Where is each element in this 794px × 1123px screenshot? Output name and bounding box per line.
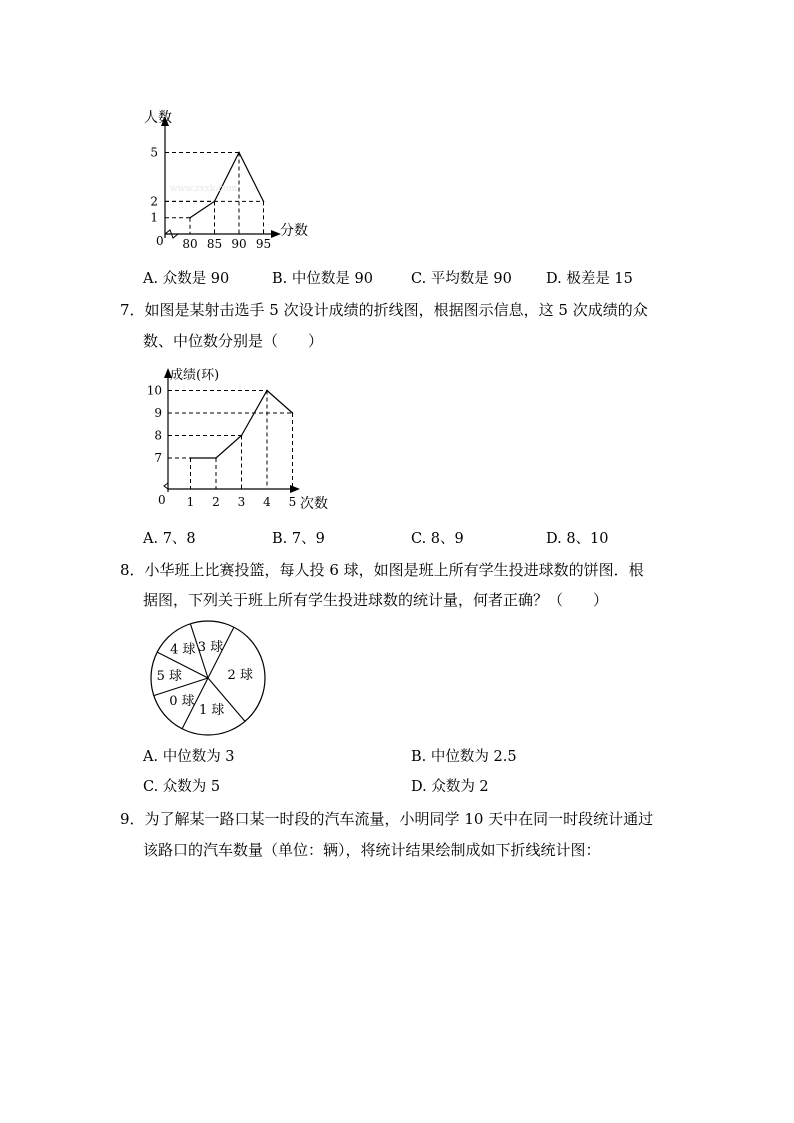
chart1-tick-labels	[150, 146, 271, 252]
pie-slice-label: 1 球	[198, 703, 225, 719]
chart1-point	[214, 201, 216, 203]
q9-text-line2: 该路口的汽车数量（单位：辆），将统计结果绘制成如下折线统计图：	[143, 841, 601, 859]
chart2-x-tick: 3	[237, 495, 246, 509]
option-text: 中位数是 90	[291, 271, 373, 287]
q7-option-c[interactable]	[411, 530, 464, 548]
chart2-point	[215, 457, 217, 459]
chart2-axis-break	[164, 483, 168, 489]
watermark: www.zxxk.com	[170, 184, 238, 194]
chart2-x-tick: 5	[288, 495, 297, 509]
chart1-x-tick: 85	[206, 237, 223, 251]
chart2-x-tick: 2	[212, 495, 220, 509]
chart2-point	[266, 390, 268, 392]
chart2-tick-labels	[147, 384, 297, 510]
q7-text-line1: 7．如图是某射击选手 5 次设计成绩的折线图，根据图示信息，这 5 次成绩的众	[120, 301, 648, 319]
chart1-origin: 0	[156, 234, 164, 248]
option-text: 8、9	[430, 531, 464, 547]
option-text: 众数为 2	[431, 779, 489, 795]
option-letter: B.	[411, 749, 427, 765]
option-text: 中位数为 2.5	[430, 749, 517, 765]
chart2-origin: 0	[158, 493, 166, 507]
option-letter: D.	[546, 271, 562, 287]
option-letter: D.	[411, 779, 427, 795]
chart2-guide-lines	[168, 391, 293, 490]
chart1-point	[263, 201, 265, 203]
option-letter: C.	[411, 531, 427, 547]
option-text: 7、8	[162, 531, 196, 547]
chart1-y-tick: 1	[150, 210, 158, 225]
q8-option-a[interactable]	[143, 748, 235, 766]
q7-option-a[interactable]	[143, 530, 196, 548]
q6-option-b[interactable]	[272, 270, 373, 288]
option-text: 中位数为 3	[162, 749, 235, 765]
shooting-line-chart	[140, 362, 340, 512]
q7-text-line2: 数、中位数分别是（ ）	[143, 332, 324, 350]
chart1-y-label: 人数	[144, 110, 172, 126]
option-text: 8、10	[566, 531, 609, 547]
pie-slice-label: 0 球	[169, 694, 195, 710]
pie-chart	[144, 620, 274, 750]
chart2-y-tick: 7	[154, 451, 162, 465]
option-letter: A.	[143, 271, 159, 287]
option-text: 众数为 5	[162, 779, 221, 795]
q7-option-b[interactable]	[272, 530, 325, 548]
chart2-y-label: 成绩(环)	[170, 368, 220, 383]
q8-option-b[interactable]	[411, 748, 517, 766]
chart2-x-tick: 1	[186, 495, 195, 509]
chart2-y-tick: 10	[146, 383, 162, 398]
q8-option-c[interactable]	[143, 778, 220, 796]
q8-option-d[interactable]	[411, 778, 489, 796]
chart1-x-tick: 90	[231, 237, 247, 251]
option-letter: B.	[272, 271, 288, 287]
pie-slice-label: 4 球	[170, 642, 196, 658]
q7-option-d[interactable]	[546, 530, 609, 548]
chart1-point	[189, 217, 191, 219]
chart1-x-label: 分数	[280, 223, 308, 239]
option-letter: A.	[143, 531, 159, 547]
option-letter: A.	[143, 749, 159, 765]
chart1-x-tick: 95	[255, 237, 272, 251]
option-text: 众数是 90	[162, 271, 230, 287]
chart2-series	[190, 390, 294, 459]
chart2-x-arrow	[290, 485, 300, 493]
q6-option-d[interactable]	[546, 270, 633, 288]
q6-option-a[interactable]	[143, 270, 229, 288]
chart2-x-label: 次数	[300, 496, 328, 512]
chart2-point	[241, 435, 243, 437]
chart2-series-line	[191, 391, 293, 459]
chart2-point	[292, 412, 294, 414]
option-letter: D.	[546, 531, 562, 547]
pie-slice-label: 5 球	[156, 668, 183, 684]
chart2-x-tick: 4	[263, 495, 271, 509]
q8-text-line2: 据图，下列关于班上所有学生投进球数的统计量，何者正确？（ ）	[143, 591, 609, 609]
option-letter: C.	[143, 779, 159, 795]
option-text: 7、9	[291, 531, 325, 547]
chart1-y-tick: 2	[150, 194, 158, 209]
chart1-y-tick: 5	[150, 145, 158, 160]
chart2-y-tick: 8	[154, 428, 162, 443]
q9-text-line1: 9．为了解某一路口某一时段的汽车流量，小明同学 10 天中在同一时段统计通过	[120, 810, 654, 828]
q8-text-line1: 8．小华班上比赛投篮，每人投 6 球，如图是班上所有学生投进球数的饼图．根	[120, 561, 644, 579]
chart1-x-tick: 80	[182, 237, 198, 251]
pie-slice-label: 2 球	[227, 668, 253, 684]
option-letter: B.	[272, 531, 288, 547]
option-text: 极差是 15	[566, 271, 633, 287]
chart1-point	[238, 152, 240, 154]
pie-slice-label: 3 球	[197, 640, 224, 656]
chart2-point	[190, 457, 192, 459]
score-line-chart	[130, 100, 330, 260]
option-text: 平均数是 90	[430, 271, 512, 287]
q6-option-c[interactable]	[411, 270, 512, 288]
option-letter: C.	[411, 271, 427, 287]
chart2-y-tick: 9	[154, 406, 162, 420]
